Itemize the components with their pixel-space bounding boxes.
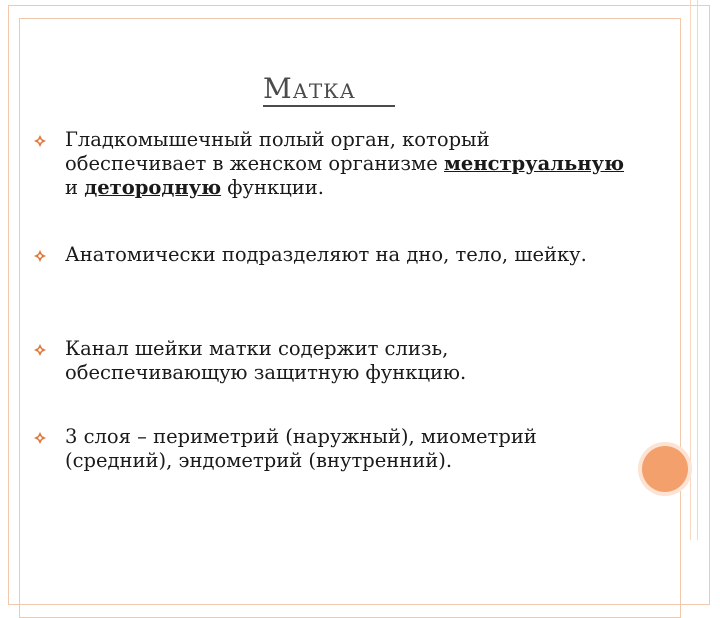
bullet-text-part: функции.: [221, 176, 324, 199]
decorative-circle: [642, 446, 688, 492]
bullet-text: [65, 128, 625, 200]
bullet-icon: [33, 249, 47, 263]
bullet-icon: [33, 431, 47, 445]
bullet-text: Анатомически подразделяют на дно, тело, шейку.: [65, 243, 587, 266]
decorative-rule: [690, 0, 691, 540]
bullet-icon: [33, 343, 47, 357]
decorative-rule: [697, 0, 698, 540]
bullet-icon: [33, 134, 47, 148]
bullet-text-part: Гладкомышечный полый орган, который обеспечивает в женском организме: [65, 128, 490, 175]
bullet-text: Канал шейки матки содержит слизь, обеспечивающую защитную функцию.: [65, 337, 467, 384]
bullet-text-emphasis: детородную: [84, 176, 222, 199]
title-underline: [263, 105, 395, 107]
bullet-text-emphasis: менструальную: [443, 152, 625, 175]
slide-title: Матка: [263, 72, 356, 105]
bullet-text-part: и: [65, 176, 85, 199]
slide-frame-inner: [19, 18, 681, 618]
bullet-text: 3 слоя – периметрий (наружный), миометрий (средний), эндометрий (внутренний).: [65, 425, 537, 472]
